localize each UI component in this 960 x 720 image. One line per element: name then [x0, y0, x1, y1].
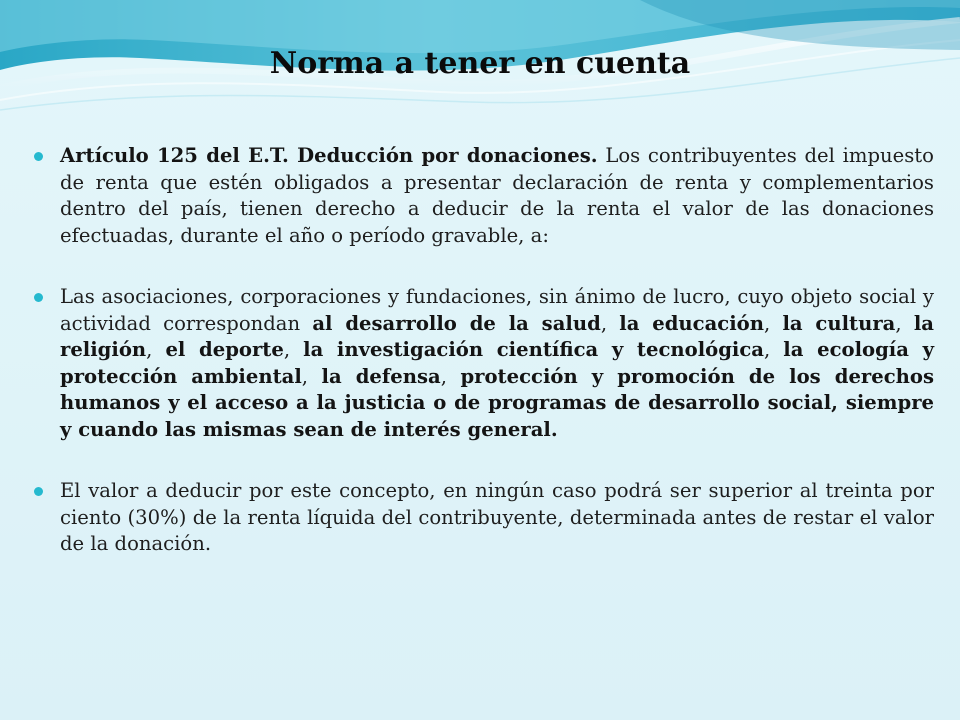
slide-content	[34, 143, 934, 593]
deduction-limit-text: El valor a deducir por este concepto, en ningún caso podrá ser superior al treinta por ciento (30%) de la renta líquida del contribuyente, determinada antes de restar el valor de la donación.	[60, 479, 934, 555]
separator: ,	[283, 338, 304, 361]
purpose-culture: la cultura	[782, 311, 896, 335]
separator: ,	[146, 338, 166, 361]
bullet-dot-icon	[34, 152, 43, 161]
paragraph-beneficiaries	[34, 284, 934, 443]
separator: ,	[600, 311, 620, 335]
bullet-dot-icon	[34, 487, 43, 496]
purpose-religion: la religión	[60, 311, 934, 361]
bullet-dot-icon	[34, 293, 43, 302]
purpose-health: al desarrollo de la salud	[312, 311, 601, 335]
separator: ,	[763, 311, 783, 335]
paragraph-article-125	[34, 143, 934, 249]
beneficiaries-intro: Las asociaciones, corporaciones y fundaciones, sin ánimo de lucro, cuyo objeto social y actividad correspondan	[60, 285, 934, 335]
purpose-research: la investigación científica y tecnológica	[303, 338, 764, 361]
purpose-education: la educación	[619, 311, 764, 335]
separator: ,	[895, 311, 914, 335]
purpose-sport: el deporte	[165, 338, 284, 361]
article-heading: Artículo 125 del E.T. Deducción por donaciones.	[60, 144, 598, 167]
paragraph-deduction-limit	[34, 478, 934, 558]
separator: ,	[440, 364, 461, 388]
separator: ,	[301, 364, 322, 388]
slide-title: Norma a tener en cuenta	[269, 46, 691, 81]
purpose-ecology: la ecología y protección ambiental	[60, 338, 934, 388]
purpose-human-rights: protección y promoción de los derechos humanos y el acceso a la justicia o de programas de desarrollo social, siempre y cuando las mismas sean de interés general.	[60, 364, 934, 441]
purpose-defense: la defensa	[321, 364, 441, 388]
article-text: Los contribuyentes del impuesto de renta que estén obligados a presentar declaración de renta y complementarios dentro del país, tienen derecho a deducir de la renta el valor de las donaciones efectuadas, durante el año o período gravable, a:	[60, 144, 934, 247]
separator: ,	[763, 338, 784, 361]
